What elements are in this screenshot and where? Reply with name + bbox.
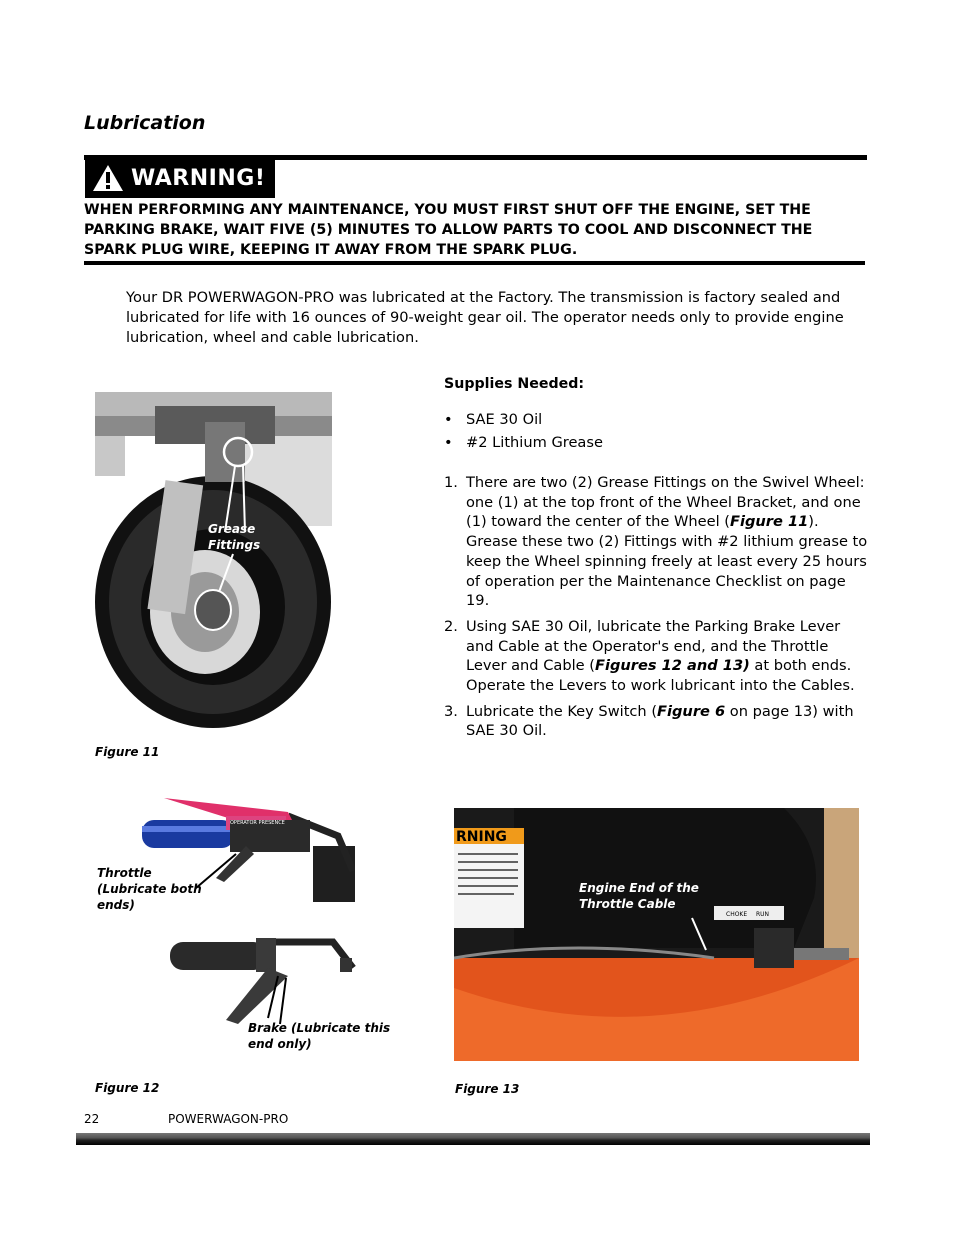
step-text: at both ends. Operate the Levers to work lubricant into the Cables. — [466, 657, 855, 695]
figure-11-caption: Figure 11 — [95, 745, 160, 759]
list-item — [444, 702, 868, 741]
supplies-list — [444, 408, 864, 454]
label-line: (Lubricate both — [97, 882, 202, 896]
step-text: ). Grease these two (2) Fittings with #2 lithium grease to keep the Wheel spinning freely at least every 25 hours of operation per the Maintenance Checklist on page 19. — [466, 513, 868, 610]
figure-13-caption: Figure 13 — [455, 1082, 520, 1096]
footer-rule — [76, 1133, 870, 1145]
label-line: Grease — [208, 522, 256, 536]
section-title: Lubrication — [84, 112, 206, 134]
intro-paragraph: Your DR POWERWAGON-PRO was lubricated at the Factory. The transmission is factory sealed and lubricated for life with 16 ounces of 90-weight gear oil. The operator needs only to provide engine lubrication, wheel and cable lubrication. — [126, 289, 844, 346]
label-line: Throttle — [97, 866, 152, 880]
steps-list — [444, 473, 868, 747]
warning-sticker-text: RNING — [456, 829, 507, 845]
step-text: Lubricate the Key Switch ( — [466, 702, 658, 720]
choke-text: CHOKE — [726, 911, 748, 918]
list-item: • #2 Lithium Grease — [444, 431, 864, 454]
label-line: ends) — [97, 898, 135, 912]
list-item: • SAE 30 Oil — [444, 408, 864, 431]
label-line: Engine End of the — [579, 881, 699, 895]
brake-lever-image — [168, 928, 358, 1028]
run-text: RUN — [756, 911, 770, 918]
figure-12-caption: Figure 12 — [95, 1081, 160, 1095]
list-item — [444, 473, 868, 611]
warning-bottom-rule — [84, 261, 865, 265]
handle-text: OPERATOR PRESENCE — [230, 820, 285, 826]
figure-13-image — [454, 808, 859, 1061]
figure-reference: Figure 6 — [657, 702, 726, 720]
label-line: Fittings — [208, 538, 261, 552]
throttle-label — [97, 865, 202, 913]
brake-label — [248, 1020, 390, 1052]
step-number: 2. — [444, 617, 458, 635]
supplies-heading: Supplies Needed: — [444, 376, 585, 392]
step-text: There are two (2) Grease Fittings on the Swivel Wheel: one (1) at the top front of the Wheel Bracket, and one (1) toward the center of the Wheel ( — [466, 474, 865, 531]
exclamation-triangle-icon — [91, 163, 125, 193]
list-item — [444, 617, 868, 696]
label-line: Brake (Lubricate this — [248, 1021, 391, 1035]
figure-reference: Figures 12 and 13) — [594, 657, 750, 675]
engine-end-label — [579, 880, 699, 912]
label-line: Throttle Cable — [579, 897, 676, 911]
figure-11-image — [95, 392, 332, 730]
warning-badge — [85, 158, 275, 198]
warning-badge-text: WARNING! — [131, 165, 266, 191]
warning-text: WHEN PERFORMING ANY MAINTENANCE, YOU MUST FIRST SHUT OFF THE ENGINE, SET THE PARKING BRAKE, WAIT FIVE (5) MINUTES TO ALLOW PARTS TO COOL AND DISCONNECT THE SPARK PLUG WIRE, KEEPING IT AWAY FROM THE SPARK PLUG. — [84, 202, 813, 258]
step-number: 3. — [444, 702, 458, 720]
label-line: end only) — [248, 1037, 312, 1051]
step-text: Using SAE 30 Oil, lubricate the Parking Brake Lever and Cable at the Operator's end, and the Throttle Lever and Cable ( — [466, 617, 841, 675]
page-number: 22 — [84, 1112, 100, 1126]
figure-reference: Figure 11 — [729, 513, 809, 531]
grease-fittings-label — [208, 521, 260, 553]
step-number: 1. — [444, 474, 458, 491]
step-text: on page 13) with SAE 30 Oil. — [466, 702, 854, 740]
footer-product-name: POWERWAGON-PRO — [168, 1112, 289, 1126]
